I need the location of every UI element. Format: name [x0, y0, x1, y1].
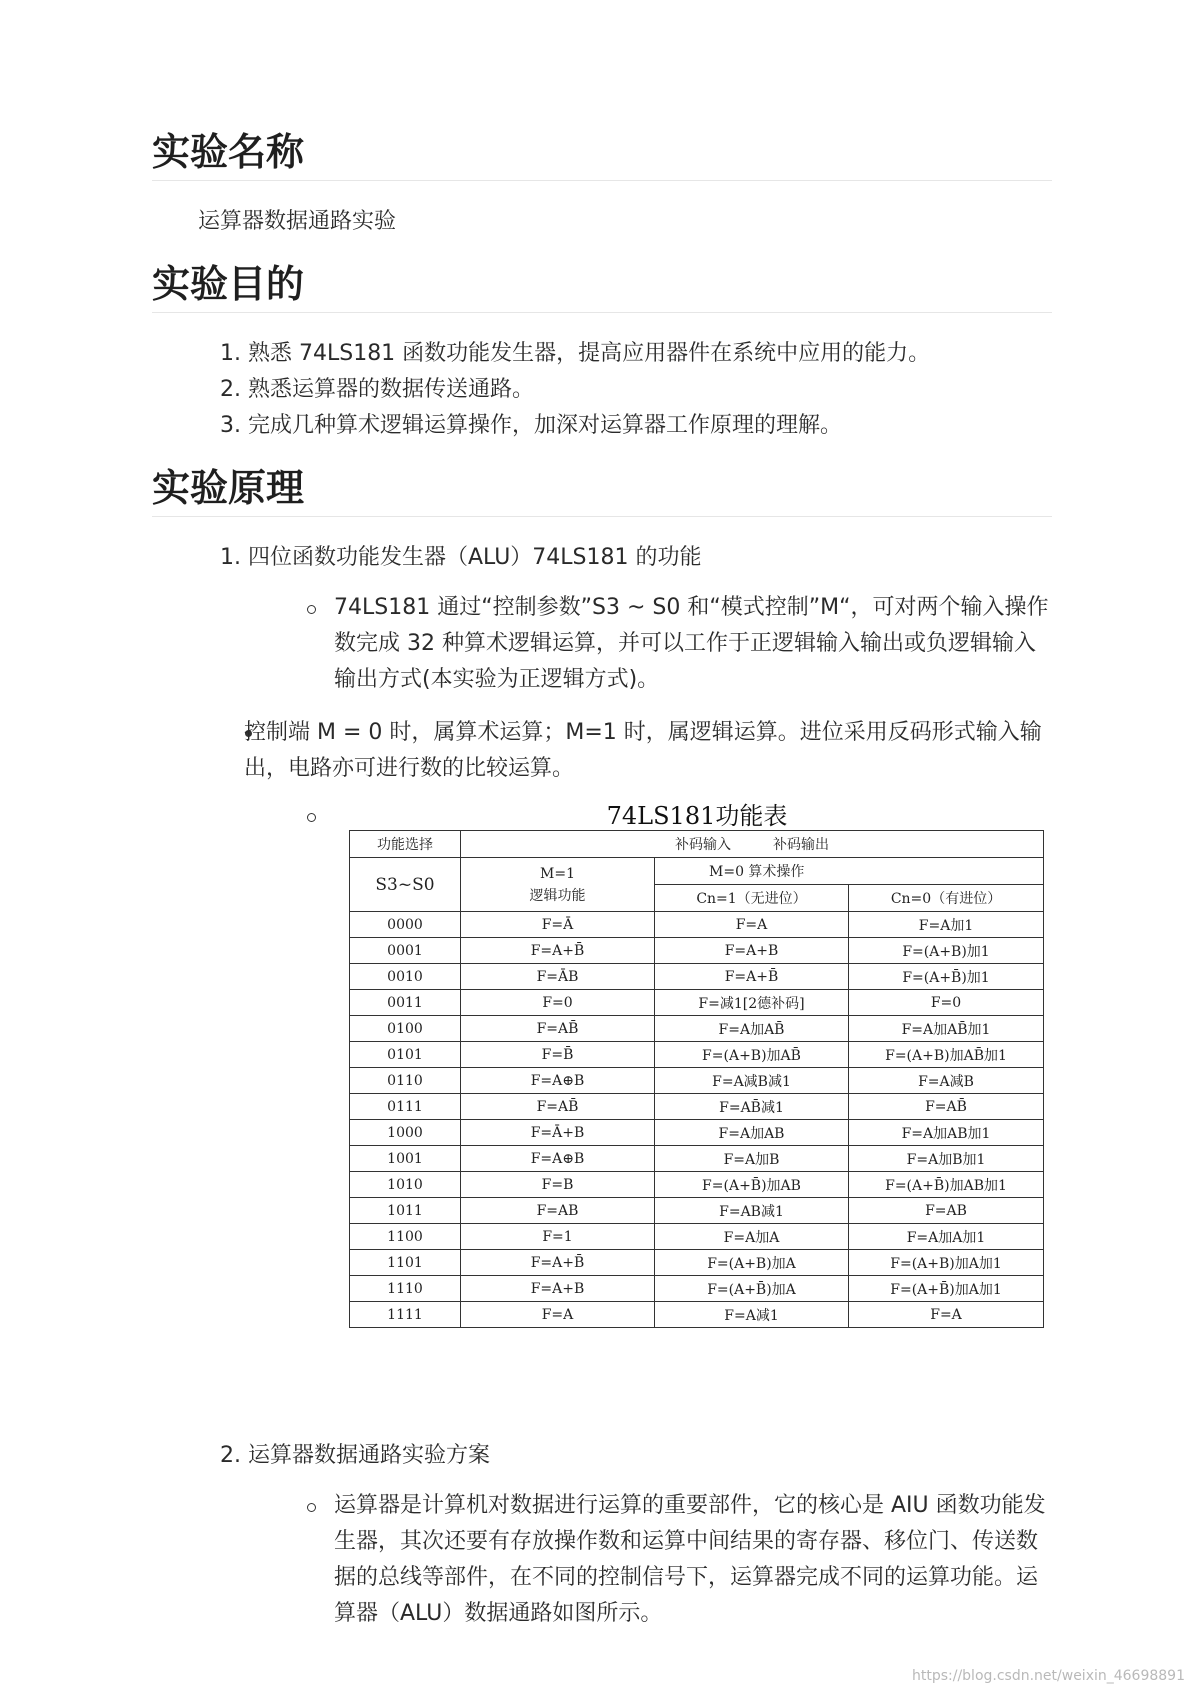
principle-sub-paragraph-2: 运算器是计算机对数据进行运算的重要部件，它的核心是 AIU 函数功能发生器，其次还要有存放操作数和运算中间结果的寄存器、移位门、传送数据的总线等部件，在不同的控制信号下，运算器完成不同的运算功能。运算器（ALU）数据通路如图所示。	[334, 1493, 1046, 1626]
table-row	[350, 1042, 1044, 1068]
table-cell: F=(A+B̄)加A加1	[849, 1276, 1044, 1302]
table-row	[350, 1120, 1044, 1146]
table-cell: F=(A+B̄)加A	[655, 1276, 849, 1302]
table-cell: F=B̄	[461, 1042, 655, 1068]
table-cell: F=(A+B)加AB̄加1	[849, 1042, 1044, 1068]
table-cell: 1010	[350, 1172, 461, 1198]
table-cell: F=A⊕B	[461, 1146, 655, 1172]
table-cell: F=1	[461, 1224, 655, 1250]
header-cn0: Cn=0（有进位）	[849, 885, 1044, 912]
table-cell: F=A⊕B	[461, 1068, 655, 1094]
table-cell: F=Ā	[461, 912, 655, 938]
table-row	[350, 1016, 1044, 1042]
table-cell: F=A减1	[655, 1302, 849, 1328]
table-cell: F=0	[849, 990, 1044, 1016]
table-cell: 1001	[350, 1146, 461, 1172]
table-cell: F=AB减1	[655, 1198, 849, 1224]
table-row	[350, 1250, 1044, 1276]
header-m0: M=0 算术操作	[655, 858, 1044, 885]
table-cell: F=A+B̄	[461, 1250, 655, 1276]
table-row	[350, 1302, 1044, 1328]
watermark: https://blog.csdn.net/weixin_46698891	[911, 1668, 1185, 1684]
table-cell: F=A减B减1	[655, 1068, 849, 1094]
table-cell: F=(A+B)加A	[655, 1250, 849, 1276]
table-cell: 0110	[350, 1068, 461, 1094]
table-cell: F=AB̄	[461, 1094, 655, 1120]
table-cell: F=0	[461, 990, 655, 1016]
heading-experiment-purpose: 实验目的	[152, 262, 1052, 313]
table-cell: 1011	[350, 1198, 461, 1224]
heading-experiment-name: 实验名称	[152, 130, 1052, 181]
circle-bullet-icon	[307, 605, 316, 614]
table-cell: 0000	[350, 912, 461, 938]
table-row	[350, 938, 1044, 964]
table-cell: F=A加AB	[655, 1120, 849, 1146]
table-cell: 0001	[350, 938, 461, 964]
table-cell: 1111	[350, 1302, 461, 1328]
principle-item-1: 1. 四位函数功能发生器（ALU）74LS181 的功能	[220, 545, 702, 570]
table-row	[350, 1172, 1044, 1198]
purpose-item-2: 2. 熟悉运算器的数据传送通路。	[220, 377, 534, 402]
heading-experiment-principle: 实验原理	[152, 466, 1052, 517]
table-cell: 0011	[350, 990, 461, 1016]
table-cell: F=A加B加1	[849, 1146, 1044, 1172]
table-cell: F=(A+B̄)加1	[849, 964, 1044, 990]
table-cell: F=A+B̄	[461, 938, 655, 964]
principle-sub-paragraph-1: 74LS181 通过“控制参数”S3 ~ S0 和“模式控制”M“，可对两个输入操作数完成 32 种算术逻辑运算，并可以工作于正逻辑输入输出或负逻辑输入输出方式(本实验为正逻辑方式)。	[334, 595, 1049, 692]
header-complement: 补码输入 补码输出	[461, 831, 1044, 858]
table-cell: F=(A+B̄)加AB加1	[849, 1172, 1044, 1198]
table-cell: 1110	[350, 1276, 461, 1302]
table-cell: F=减1[2德补码]	[655, 990, 849, 1016]
table-cell: F=(A+B)加1	[849, 938, 1044, 964]
table-row	[350, 1094, 1044, 1120]
table-cell: F=A加A	[655, 1224, 849, 1250]
function-table-title: 74LS181功能表	[606, 802, 788, 830]
table-cell: 0111	[350, 1094, 461, 1120]
table-cell: F=A+B̄	[655, 964, 849, 990]
table-row	[350, 964, 1044, 990]
table-cell: F=A	[849, 1302, 1044, 1328]
table-row	[350, 912, 1044, 938]
table-cell: F=A减B	[849, 1068, 1044, 1094]
table-cell: F=A	[461, 1302, 655, 1328]
table-cell: F=AB̄	[461, 1016, 655, 1042]
circle-bullet-icon	[307, 813, 316, 822]
table-cell: F=AB	[461, 1198, 655, 1224]
table-cell: F=A加A加1	[849, 1224, 1044, 1250]
table-row	[350, 1276, 1044, 1302]
table-cell: 1000	[350, 1120, 461, 1146]
table-cell: F=Ā+B	[461, 1120, 655, 1146]
table-row	[350, 1146, 1044, 1172]
table-cell: 0101	[350, 1042, 461, 1068]
table-cell: F=AB̄减1	[655, 1094, 849, 1120]
table-cell: F=A加AB̄加1	[849, 1016, 1044, 1042]
header-logic: 逻辑功能	[529, 887, 586, 904]
table-cell: F=ĀB	[461, 964, 655, 990]
table-cell: F=AB̄	[849, 1094, 1044, 1120]
table-row	[350, 990, 1044, 1016]
experiment-name-text: 运算器数据通路实验	[198, 209, 397, 234]
table-cell: F=A加AB加1	[849, 1120, 1044, 1146]
table-cell: 0100	[350, 1016, 461, 1042]
table-cell: F=(A+B̄)加AB	[655, 1172, 849, 1198]
table-cell: 0010	[350, 964, 461, 990]
table-row	[350, 1224, 1044, 1250]
table-cell: F=AB	[849, 1198, 1044, 1224]
table-cell: F=(A+B)加A加1	[849, 1250, 1044, 1276]
principle-bullet-text: 控制端 M = 0 时，属算术运算；M=1 时，属逻辑运算。进位采用反码形式输入输出，电路亦可进行数的比较运算。	[244, 720, 1042, 781]
table-cell: F=A加1	[849, 912, 1044, 938]
table-cell: 1101	[350, 1250, 461, 1276]
header-m1-cell	[461, 858, 655, 912]
table-cell: F=A	[655, 912, 849, 938]
table-row	[350, 1198, 1044, 1224]
table-cell: F=(A+B)加AB̄	[655, 1042, 849, 1068]
header-func-select: 功能选择	[350, 831, 461, 858]
table-cell: F=B	[461, 1172, 655, 1198]
circle-bullet-icon	[307, 1503, 316, 1512]
table-row	[350, 1068, 1044, 1094]
header-s-range: S3~S0	[350, 858, 461, 912]
header-m1: M=1	[540, 865, 575, 882]
table-cell: F=A+B	[655, 938, 849, 964]
function-table	[349, 830, 1044, 1328]
table-cell: F=A加AB̄	[655, 1016, 849, 1042]
table-cell: 1100	[350, 1224, 461, 1250]
header-cn1: Cn=1（无进位）	[655, 885, 849, 912]
table-cell: F=A+B	[461, 1276, 655, 1302]
purpose-item-1: 1. 熟悉 74LS181 函数功能发生器，提高应用器件在系统中应用的能力。	[220, 341, 931, 366]
purpose-item-3: 3. 完成几种算术逻辑运算操作，加深对运算器工作原理的理解。	[220, 413, 842, 438]
principle-item-2: 2. 运算器数据通路实验方案	[220, 1443, 490, 1468]
table-cell: F=A加B	[655, 1146, 849, 1172]
principle-bullet-paragraph	[244, 715, 1054, 787]
